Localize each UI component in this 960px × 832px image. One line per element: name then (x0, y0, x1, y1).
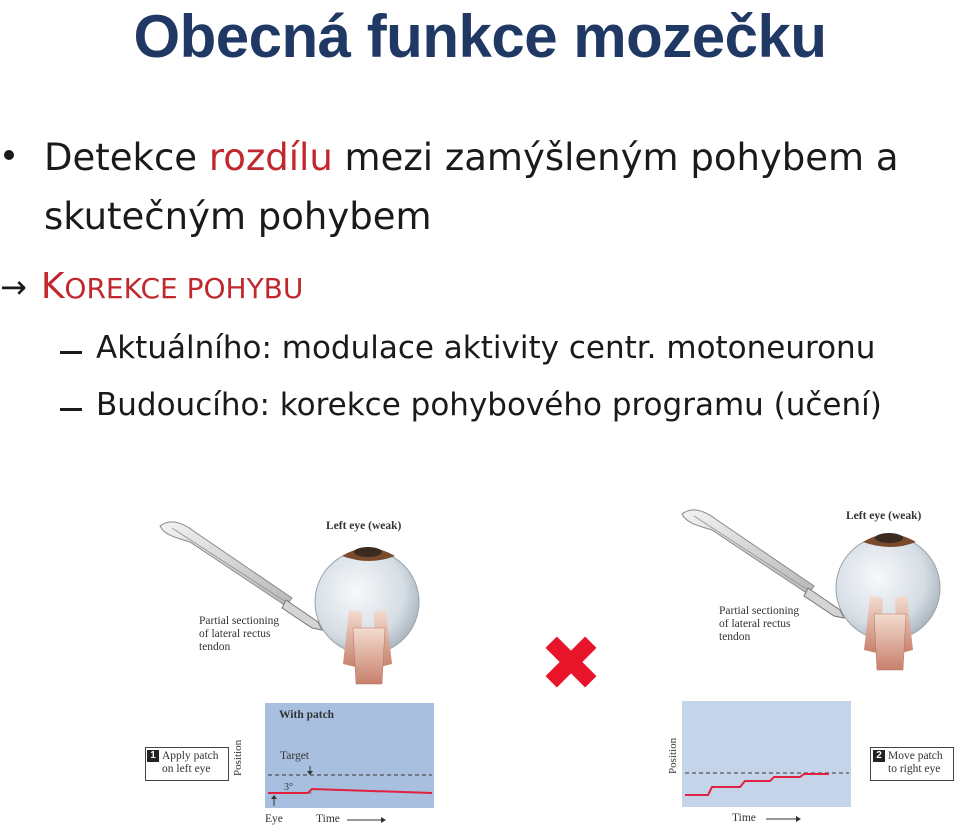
arrow-right-icon: → (0, 268, 27, 306)
graph-title: With patch (279, 709, 335, 721)
eye-axis-label: Eye (265, 813, 283, 825)
position-axis-label-right: Position (667, 737, 679, 774)
target-label: Target (280, 750, 309, 762)
left-eye-label: Left eye (weak) (326, 520, 402, 532)
scalpel-icon (160, 522, 322, 630)
step-1-number: 1 (147, 750, 159, 762)
red-cross-icon (546, 637, 597, 688)
position-axis-label-left: Position (232, 739, 244, 776)
bullet-text-pre: Detekce (44, 136, 209, 179)
heading-word-1: OREKCE (64, 272, 178, 305)
eyeball-icon (315, 547, 419, 684)
sectioning-label-right-3: tendon (719, 631, 751, 643)
sectioning-label-right-2: of lateral rectus (719, 618, 791, 630)
time-axis-label-right: Time (732, 812, 756, 824)
subitem-future: Budoucího: korekce pohybového programu (učení) (96, 387, 882, 423)
graph-right-background (682, 701, 851, 807)
scalpel-icon (682, 510, 844, 618)
subitem-current: Aktuálního: modulace aktivity centr. motoneuronu (96, 330, 876, 366)
step-2-number: 2 (873, 750, 885, 762)
sectioning-label-line-1: Partial sectioning (199, 615, 280, 627)
time-axis-label-left: Time (316, 813, 340, 825)
bullet-highlight: rozdílu (208, 136, 333, 179)
bullet-text-post: mezi zamýšleným pohybem a (332, 136, 899, 179)
sectioning-label-line-2: of lateral rectus (199, 628, 271, 640)
step-2-text-line-1: Move patch (888, 750, 943, 762)
heading-initial: K (40, 266, 65, 307)
sectioning-label-line-3: tendon (199, 641, 231, 653)
bullet-line-2: skutečným pohybem (44, 195, 432, 238)
step-1-text-line-2: on left eye (162, 763, 211, 775)
page-title: Obecná funkce mozečku (133, 3, 827, 70)
angle-label: 3° (284, 782, 293, 793)
step-2-text-line-2: to right eye (888, 763, 941, 775)
heading-word-2: POHYBU (177, 272, 304, 305)
step-1-text-line-1: Apply patch (162, 750, 219, 762)
sectioning-label-right-1: Partial sectioning (719, 605, 800, 617)
eyeball-icon (836, 533, 940, 670)
right-eye-label: Left eye (weak) (846, 510, 922, 522)
